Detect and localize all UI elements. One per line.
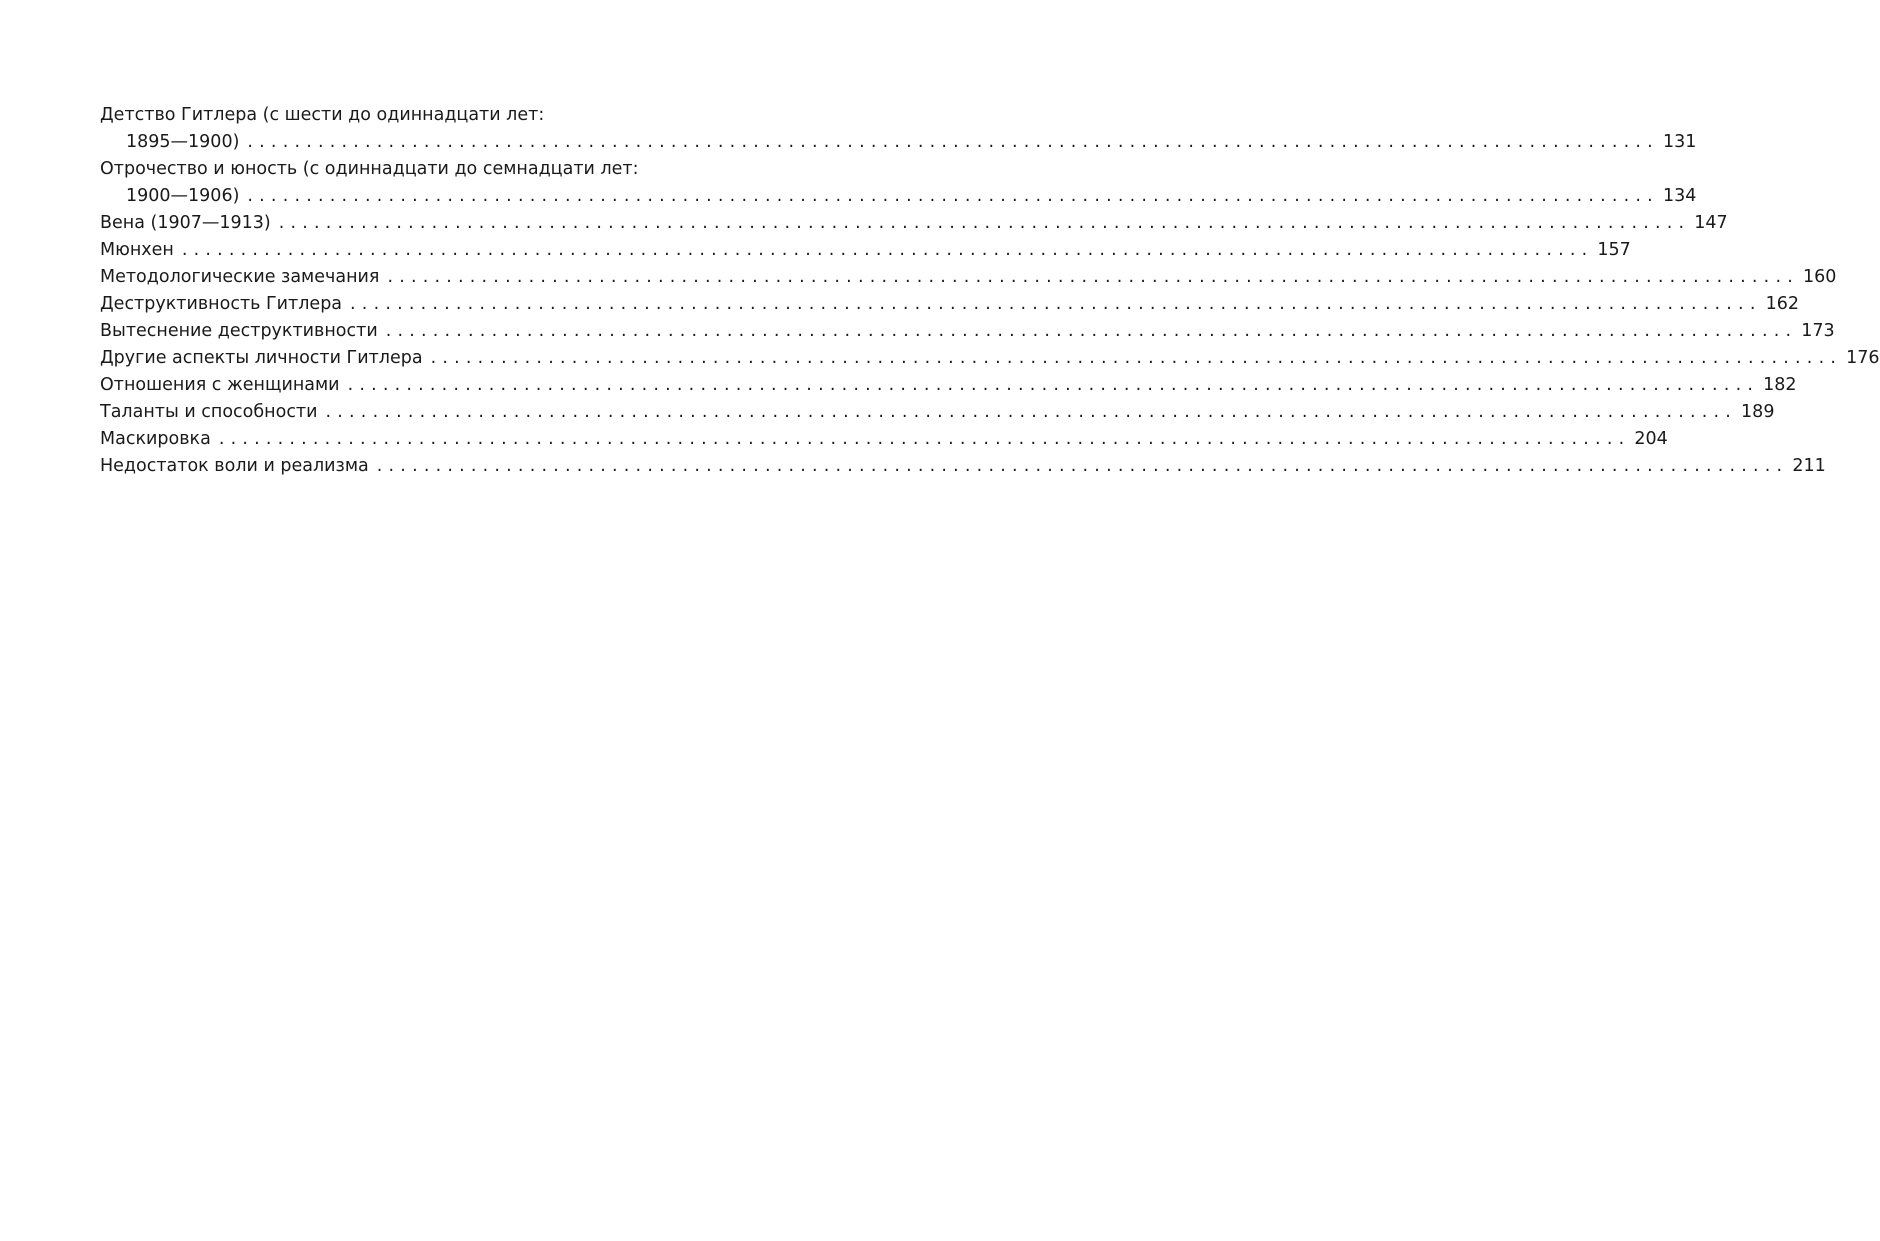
leader-dots: ........................................................................................................................ [350, 294, 1762, 314]
toc-entry-title: Детство Гитлера (с шести до одиннадцати лет: [100, 105, 545, 125]
toc-entry-page: 157 [1597, 240, 1631, 260]
toc-entry[interactable] [100, 129, 1697, 156]
toc-entry[interactable] [100, 237, 1631, 264]
toc-entry[interactable] [100, 399, 1775, 426]
leader-dots: ........................................................................................................................ [278, 213, 1691, 233]
toc-entry-heading-line [100, 156, 690, 183]
toc-entry[interactable] [100, 210, 1728, 237]
toc-entry[interactable] [100, 264, 1837, 291]
toc-entry-page: 182 [1763, 375, 1797, 395]
leader-dots: ........................................................................................................................ [430, 348, 1843, 368]
leader-dots: ........................................................................................................................ [218, 429, 1631, 449]
toc-entry[interactable] [100, 372, 1797, 399]
toc-entry[interactable] [100, 183, 1697, 210]
toc-entry[interactable] [100, 291, 1799, 318]
leader-dots: ........................................................................................................................ [387, 267, 1799, 287]
toc-entry-page: 131 [1662, 132, 1697, 152]
leader-dots: ........................................................................................................................ [181, 240, 1594, 260]
toc-entry-title: Маскировка [100, 429, 211, 449]
toc-entry-page: 162 [1765, 294, 1799, 314]
toc-entry-title: 1900—1906) [126, 186, 240, 206]
toc-entry-title: Деструктивность Гитлера [100, 294, 343, 314]
toc-entry-title: Другие аспекты личности Гитлера [100, 348, 423, 368]
toc-entry-heading-line [100, 102, 690, 129]
toc-entry-page: 134 [1662, 186, 1697, 206]
leader-dots: ........................................................................................................................ [347, 375, 1760, 395]
toc-entry[interactable] [100, 453, 1826, 480]
toc-entry-title: Таланты и способности [100, 402, 318, 422]
toc-entry-title: Отношения с женщинами [100, 375, 340, 395]
toc-entry-title: 1895—1900) [126, 132, 240, 152]
leader-dots: ........................................................................................................................ [247, 132, 1659, 152]
toc-entry-title: Вена (1907—1913) [100, 213, 271, 233]
toc-entry-page: 176 [1846, 348, 1880, 368]
toc-entry-page: 160 [1802, 267, 1837, 287]
table-of-contents [100, 102, 1880, 480]
leader-dots: ........................................................................................................................ [385, 321, 1798, 341]
toc-entry[interactable] [100, 426, 1668, 453]
toc-entry[interactable] [100, 345, 1880, 372]
toc-entry-page: 147 [1694, 213, 1728, 233]
toc-entry-title: Недостаток воли и реализма [100, 456, 369, 476]
toc-entry-page: 189 [1741, 402, 1775, 422]
leader-dots: ........................................................................................................................ [376, 456, 1789, 476]
leader-dots: ........................................................................................................................ [247, 186, 1659, 206]
toc-entry-page: 173 [1801, 321, 1835, 341]
toc-entry-page: 204 [1634, 429, 1668, 449]
toc-entry-page: 211 [1792, 456, 1826, 476]
leader-dots: ........................................................................................................................ [325, 402, 1738, 422]
toc-entry-title: Методологические замечания [100, 267, 380, 287]
toc-entry-title: Мюнхен [100, 240, 174, 260]
toc-entry-title: Вытеснение деструктивности [100, 321, 378, 341]
toc-entry-title: Отрочество и юность (с одиннадцати до семнадцати лет: [100, 159, 639, 179]
toc-entry[interactable] [100, 318, 1835, 345]
